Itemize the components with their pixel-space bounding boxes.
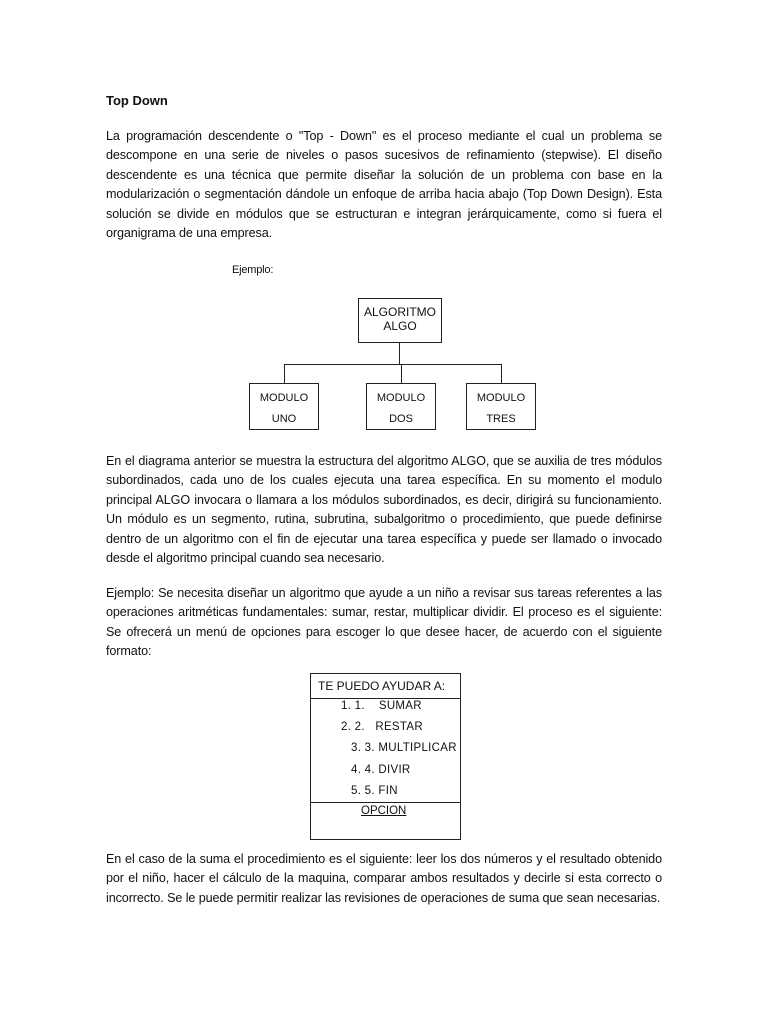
diagram-example-label: Ejemplo: bbox=[232, 264, 274, 276]
module-line1: MODULO bbox=[376, 392, 426, 404]
diagram-module-box bbox=[366, 383, 436, 430]
menu-item: 5. 5. FIN bbox=[351, 785, 398, 797]
menu-format-box bbox=[310, 673, 461, 840]
paragraph-intro: La programación descendente o "Top - Down" es el proceso mediante el cual un problema se descompone en una serie de niveles o pasos sucesivos de refinamiento (stepwise). El diseño descendente es una técnica que permite diseñar la solución de un problema con base en la modularización o segmentación dándole un enfoque de arriba hacia abajo (Top Down Design). Esta solución se divide en módulos que se estructuran e integran jerárquicamente, como si fuera el organigrama de una empresa. bbox=[106, 129, 662, 241]
menu-item: 4. 4. DIVIR bbox=[351, 764, 411, 776]
connector-root-vertical bbox=[399, 343, 400, 364]
module-line2: DOS bbox=[389, 413, 413, 425]
connector-horizontal bbox=[284, 364, 502, 365]
module-line1: MODULO bbox=[259, 392, 309, 404]
module-line2: UNO bbox=[271, 413, 297, 425]
connector-uno-vertical bbox=[284, 364, 285, 383]
menu-item: 2. 2. RESTAR bbox=[341, 721, 423, 733]
menu-item: 3. 3. MULTIPLICAR bbox=[351, 742, 457, 754]
diagram-module-box bbox=[466, 383, 536, 430]
connector-dos-vertical bbox=[401, 364, 402, 383]
module-line2: TRES bbox=[486, 413, 516, 425]
paragraph-example: Ejemplo: Se necesita diseñar un algoritmo que ayude a un niño a revisar sus tareas referentes a las operaciones aritméticas fundamentales: sumar, restar, multiplicar dividir. El proceso es el siguiente: Se ofrecerá un menú de opciones para escoger lo que desee hacer, de acuerdo con el siguiente formato: bbox=[106, 586, 662, 659]
diagram-root-line1: ALGORITMO bbox=[363, 305, 436, 319]
module-line1: MODULO bbox=[476, 392, 526, 404]
diagram-root-line2: ALGO bbox=[383, 319, 417, 333]
menu-option-label: OPCION bbox=[361, 805, 407, 817]
diagram-root-box bbox=[358, 298, 442, 343]
paragraph-sum-procedure: En el caso de la suma el procedimiento es el siguiente: leer los dos números y el resultado obtenido por el niño, hacer el cálculo de la maquina, comparar ambos resultados y decirle si esta correcto o incorrecto. Se le puede permitir realizar las revisiones de operaciones de suma que sean necesarias. bbox=[106, 852, 662, 905]
menu-title: TE PUEDO AYUDAR A: bbox=[318, 679, 446, 693]
section-heading: Top Down bbox=[106, 93, 168, 108]
menu-divider bbox=[311, 698, 460, 699]
connector-tres-vertical bbox=[501, 364, 502, 383]
paragraph-diagram-explanation: En el diagrama anterior se muestra la estructura del algoritmo ALGO, que se auxilia de tres módulos subordinados, cada uno de los cuales ejecuta una tarea específica. En su momento el modulo principal ALGO invocara o llamara a los módulos subordinados, es decir, dirigirá su funcionamiento. Un módulo es un segmento, rutina, subrutina, subalgoritmo o procedimiento, que puede definirse dentro de un algoritmo con el fin de ejecutar una tarea específica y puede ser llamado o invocado desde el algoritmo principal cuando sea necesario. bbox=[106, 454, 662, 566]
diagram-module-box bbox=[249, 383, 319, 430]
menu-divider bbox=[311, 802, 460, 803]
menu-item: 1. 1. SUMAR bbox=[341, 700, 422, 712]
